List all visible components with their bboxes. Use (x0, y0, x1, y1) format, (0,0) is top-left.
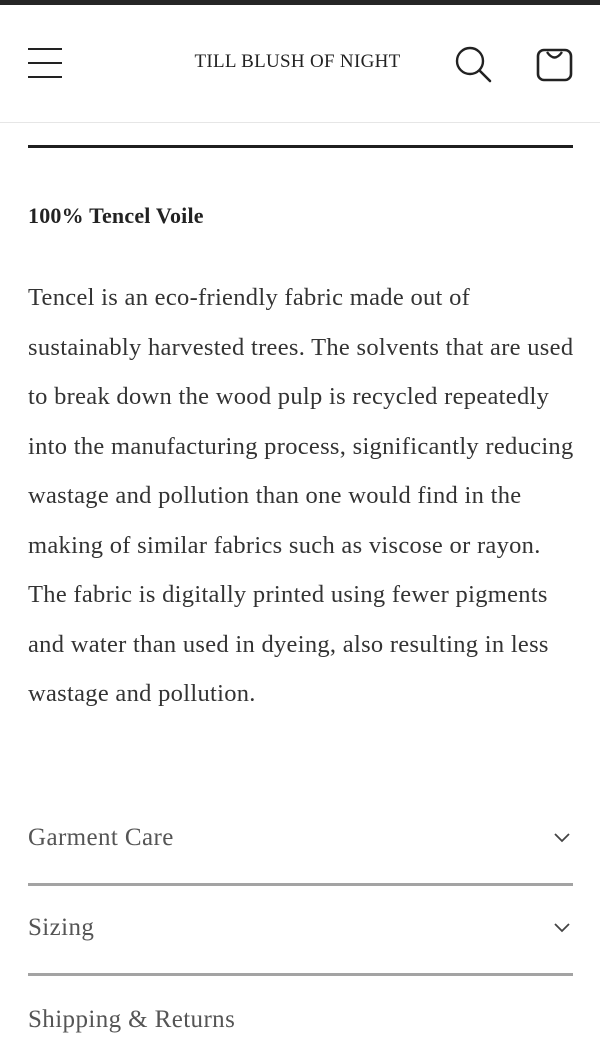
accordion-label: Shipping & Returns (28, 1006, 236, 1033)
menu-line (28, 48, 62, 50)
accordion-garment-care[interactable] (28, 796, 573, 886)
chevron-down-icon (553, 920, 571, 934)
accordion-label: Sizing (28, 914, 95, 941)
chevron-down-icon (553, 830, 571, 844)
shopping-bag-icon[interactable] (530, 40, 580, 88)
section-divider (28, 145, 573, 148)
search-icon[interactable] (448, 41, 498, 87)
accordion-label: Garment Care (28, 824, 174, 851)
site-header (0, 5, 600, 123)
fabric-title: 100% Tencel Voile (28, 203, 204, 228)
hamburger-menu-icon[interactable] (20, 38, 70, 88)
menu-line (28, 62, 62, 64)
accordion-sizing[interactable] (28, 886, 573, 976)
menu-line (28, 76, 62, 78)
brand-logo-text[interactable]: TILL BLUSH OF NIGHT (194, 51, 401, 72)
accordion-shipping-returns[interactable] (28, 1000, 573, 1040)
fabric-description: Tencel is an eco-friendly fabric made out of sustainably harvested trees. The solvents that are used to break down the wood pulp is recycled repeatedly into the manufacturing process, significantly reducing wastage and pollution than one would find in the making of similar fabrics such as viscose or rayon. The fabric is digitally printed using fewer pigments and water than used in dyeing, also resulting in less wastage and pollution. (28, 284, 574, 707)
